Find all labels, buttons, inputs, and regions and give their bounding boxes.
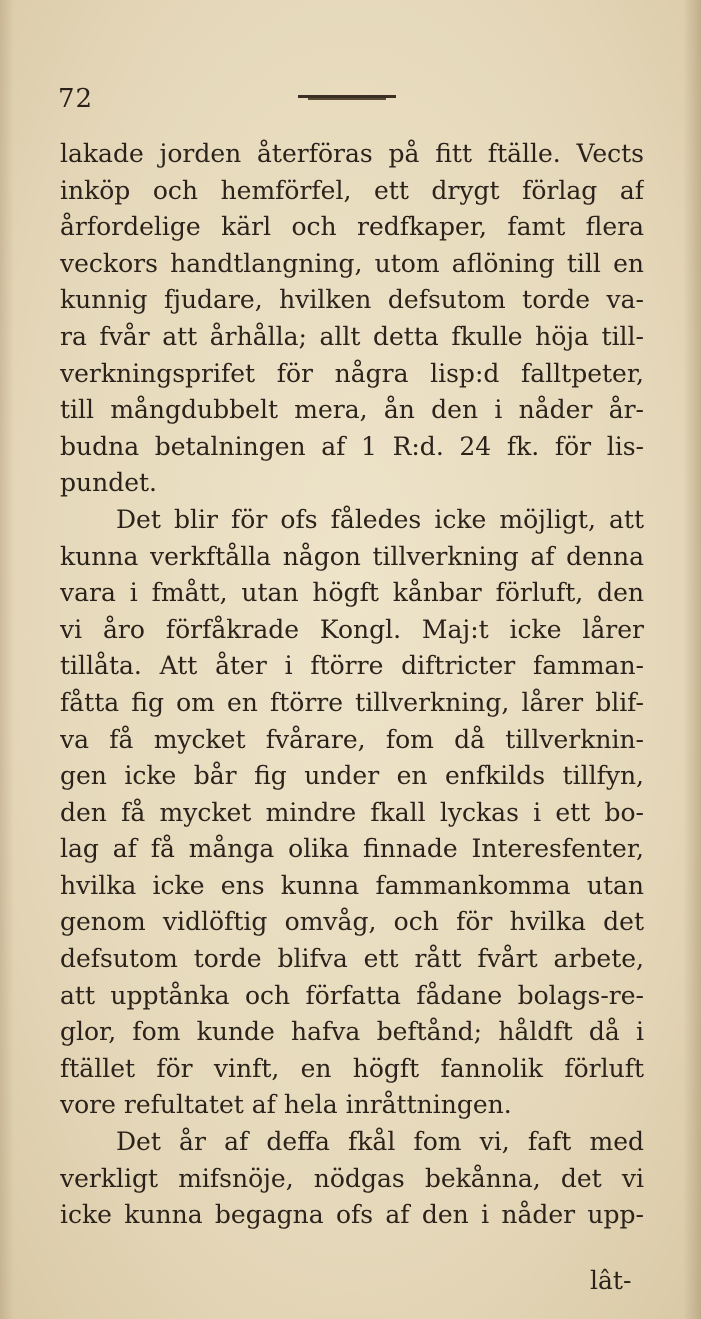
text-line: ftället för vinft, en högft fannolik förluft — [60, 1053, 644, 1083]
text-line: defsutom torde blifva ett rått fvårt arbete, — [60, 944, 644, 974]
text-line: budna betalningen af 1 R:d. 24 fk. för lis- — [60, 431, 644, 461]
text-line: va få mycket fvårare, fom då tillverknin- — [60, 724, 644, 754]
text-line: kunna verkftålla någon tillverkning af denna — [60, 541, 644, 571]
page-number: 72 — [58, 84, 94, 114]
text-line: lakade jorden återföras på fitt ftälle. Vects — [60, 139, 644, 168]
text-line: icke kunna begagna ofs af den i nåder upp- — [60, 1200, 644, 1230]
text-line: glor, fom kunde hafva beftånd; håldft då i — [60, 1017, 644, 1047]
text-line: vara i fmått, utan högft kånbar förluft, den — [60, 578, 644, 608]
page-gutter-shadow — [0, 0, 14, 1319]
text-line: genom vidlöftig omvåg, och för hvilka det — [60, 907, 644, 937]
text-line: lag af få många olika finnade Interesfenter, — [60, 834, 644, 864]
header-ornament-rule — [298, 94, 396, 102]
text-line: Det år af deffa fkål fom vi, faft med — [116, 1127, 644, 1157]
text-line: den få mycket mindre fkall lyckas i ett bo- — [60, 797, 644, 827]
text-line: kunnig fjudare, hvilken defsutom torde va- — [60, 285, 644, 315]
text-line: att upptånka och författa fådane bolags-re- — [60, 980, 644, 1010]
text-line: tillåta. Att åter i ftörre diftricter famman- — [60, 651, 644, 681]
text-line: inköp och hemförfel, ett drygt förlag af — [60, 175, 644, 205]
text-line: veckors handtlangning, utom aflöning till en — [60, 248, 644, 278]
text-line: Det blir för ofs fåledes icke möjligt, att — [116, 504, 644, 534]
text-line: gen icke bår fig under en enfkilds tillfyn, — [60, 761, 644, 791]
text-line: hvilka icke ens kunna fammankomma utan — [60, 870, 644, 900]
catchword: lât- — [590, 1266, 632, 1295]
text-line: pundet. — [60, 468, 157, 498]
body-text — [60, 136, 644, 1234]
text-line: ra fvår att århålla; allt detta fkulle höja till- — [60, 321, 644, 351]
page-edge-shadow — [683, 0, 701, 1319]
text-line: årfordelige kärl och redfkaper, famt flera — [60, 212, 644, 242]
text-line: vore refultatet af hela inråttningen. — [60, 1090, 512, 1120]
text-line: till mångdubbelt mera, ån den i nåder år- — [60, 395, 644, 425]
text-line: verkningsprifet för några lisp:d falltpeter, — [60, 358, 644, 388]
text-line: verkligt mifsnöje, nödgas bekånna, det vi — [60, 1163, 644, 1193]
text-line: fåtta fig om en ftörre tillverkning, lårer blif- — [60, 687, 644, 717]
text-line: vi åro förfåkrade Kongl. Maj:t icke lårer — [60, 614, 644, 644]
